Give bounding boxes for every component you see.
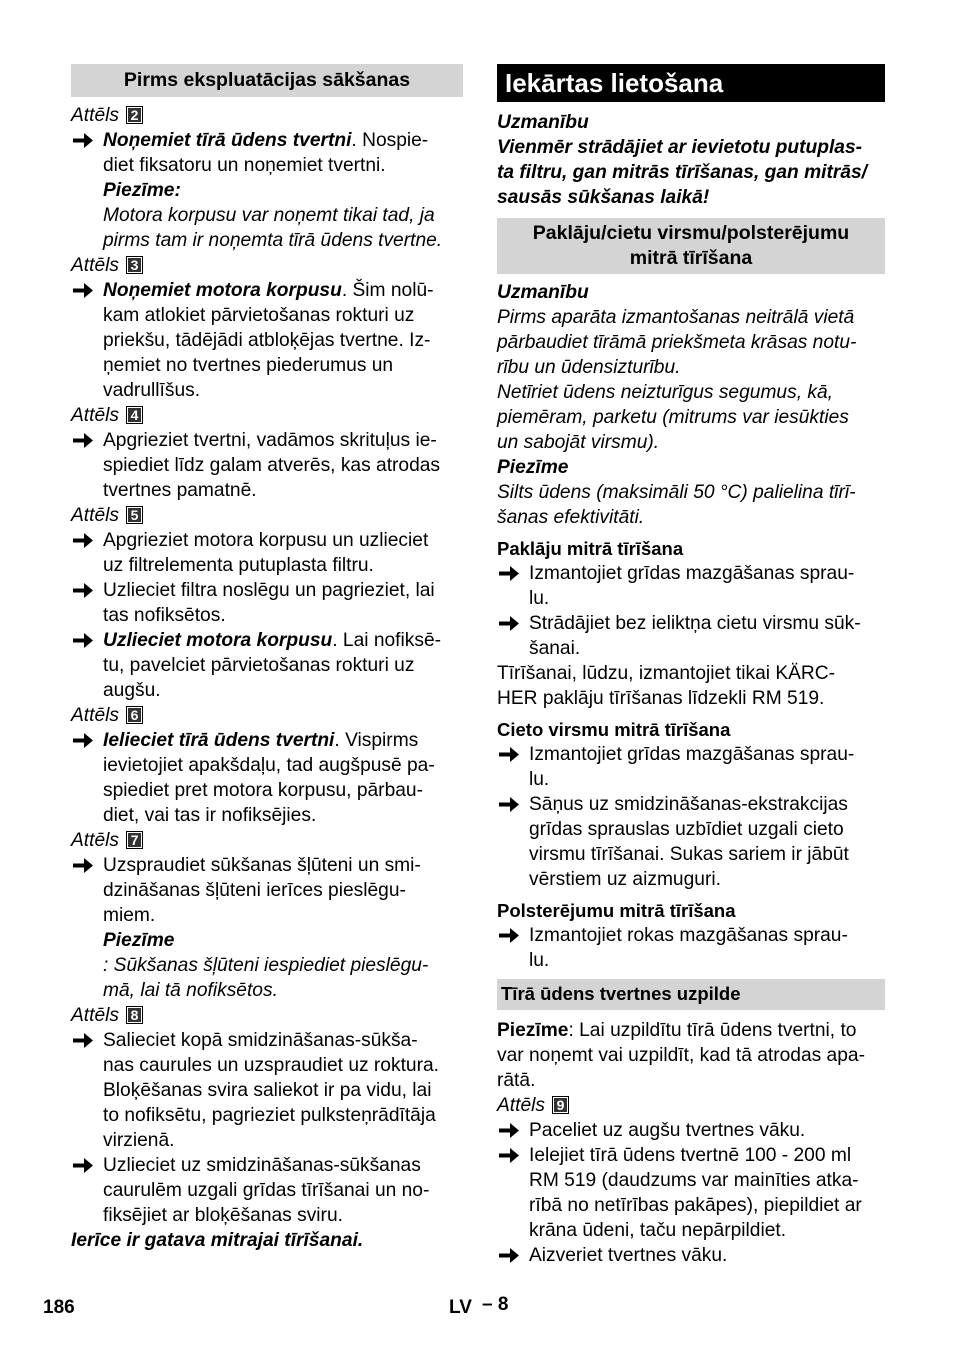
heading-text: mitrā tīrīšana xyxy=(629,247,753,269)
step-text: vadrullīšus. xyxy=(103,380,201,401)
section-heading-tank-fill xyxy=(497,979,885,1010)
step-text: Apgrieziet motora korpusu un uzlieciet xyxy=(103,530,429,551)
note-text: šanas efektivitāti. xyxy=(497,507,645,528)
figure-label: Attēls xyxy=(71,255,119,276)
step-text: Ielejiet tīrā ūdens tvertnē 100 - 200 ml xyxy=(529,1145,852,1166)
step-text: šanai. xyxy=(529,638,581,659)
figure-number-badge xyxy=(126,256,143,274)
figure-ref xyxy=(71,253,463,278)
step-text: ievietojiet apakšdaļu, tad augšpusē pa- xyxy=(103,755,435,776)
caution-text: Vienmēr strādājiet ar ievietotu putuplas- xyxy=(497,137,863,158)
note-text: Silts ūdens (maksimāli 50 °C) palielina tīrī- xyxy=(497,482,856,503)
note-title: Piezīme xyxy=(497,1020,569,1041)
step-remove-motor-housing xyxy=(71,278,463,403)
ready-statement: Ierīce ir gatava mitrajai tīrīšanai. xyxy=(71,1230,364,1251)
figure-number: 9 xyxy=(554,1098,567,1112)
note-text: var noņemt vai uzpildīt, kad tā atrodas apa- xyxy=(497,1045,865,1066)
figure-number-badge xyxy=(126,831,143,849)
arrow-right-icon xyxy=(71,628,95,653)
step-text: Apgrieziet tvertni, vadāmos skrituļus ie- xyxy=(103,430,437,451)
figure-label: Attēls xyxy=(71,105,119,126)
step-connect-hoses xyxy=(71,853,463,928)
figure-number-badge xyxy=(126,506,143,524)
step-hard-floor-nozzle xyxy=(497,742,885,792)
figure-number: 5 xyxy=(128,508,141,522)
step-text: Aizveriet tvertnes vāku. xyxy=(529,1245,728,1266)
step-slide-attachment xyxy=(497,792,885,892)
step-text: krāna ūdeni, taču nepārpildiet. xyxy=(529,1220,787,1241)
arrow-right-icon xyxy=(497,792,521,817)
step-text: RM 519 (daudzums var mainīties atka- xyxy=(529,1170,859,1191)
page-number: 186 xyxy=(43,1297,75,1318)
step-text: Uzspraudiet sūkšanas šļūteni un smi- xyxy=(103,855,421,876)
step-pour-detergent xyxy=(497,1143,885,1243)
step-bold: Uzlieciet motora korpusu xyxy=(103,630,333,651)
step-text: Izmantojiet grīdas mazgāšanas sprau- xyxy=(529,744,855,765)
caution-text: rību un ūdensizturību. xyxy=(497,357,681,378)
section-heading-preparation xyxy=(71,64,463,97)
figure-ref xyxy=(71,828,463,853)
figure-label: Attēls xyxy=(71,705,119,726)
figure-ref xyxy=(71,703,463,728)
body-text: Tīrīšanai, lūdzu, izmantojiet tikai KÄRC- xyxy=(497,663,836,684)
heading-text: Tīrā ūdens tvertnes uzpilde xyxy=(501,983,741,1004)
step-turn-motor-housing xyxy=(71,528,463,578)
caution-title: Uzmanību xyxy=(497,282,589,303)
step-text: virzienā. xyxy=(103,1130,175,1151)
step-text: Sāņus uz smidzināšanas-ekstrakcijas xyxy=(529,794,848,815)
figure-number-badge xyxy=(126,706,143,724)
note-text: mā, lai tā nofiksētos. xyxy=(103,980,278,1001)
step-text: lu. xyxy=(529,588,550,609)
arrow-right-icon xyxy=(71,578,95,603)
figure-number: 7 xyxy=(128,833,141,847)
step-attach-floor-nozzle xyxy=(71,1153,463,1228)
caution-text: Pirms aparāta izmantošanas neitrālā vietā xyxy=(497,307,855,328)
arrow-right-icon xyxy=(497,742,521,767)
step-text: grīdas sprauslas uzbīdiet uzgali cieto xyxy=(529,819,844,840)
step-text: miem. xyxy=(103,905,156,926)
step-text: caurulēm uzgali grīdas tīrīšanai un no- xyxy=(103,1180,430,1201)
arrow-right-icon xyxy=(71,1153,95,1178)
step-attach-motor-housing xyxy=(71,628,463,703)
step-text: spiediet līdz galam atverēs, kas atrodas xyxy=(103,455,441,476)
arrow-right-icon xyxy=(71,853,95,878)
step-text: Paceliet uz augšu tvertnes vāku. xyxy=(529,1120,806,1141)
step-bold: Noņemiet tīrā ūdens tvertni xyxy=(103,130,352,151)
note-text: Motora korpusu var noņemt tikai tad, ja xyxy=(103,205,435,226)
step-turn-tank xyxy=(71,428,463,503)
figure-ref xyxy=(71,1003,463,1028)
figure-number-badge xyxy=(126,406,143,424)
caution-text: pārbaudiet tīrāmā priekšmeta krāsas notu- xyxy=(497,332,857,353)
step-text: diet fiksatoru un noņemiet tvertni. xyxy=(103,155,386,176)
figure-ref xyxy=(71,103,463,128)
left-column xyxy=(71,64,463,1253)
subheading-carpet: Paklāju mitrā tīrīšana xyxy=(497,538,684,559)
section-heading-wet-cleaning xyxy=(497,218,885,274)
step-text: dzināšanas šļūteni ierīces pieslēgu- xyxy=(103,880,406,901)
heading-text: Paklāju/cietu virsmu/polsterējumu xyxy=(532,222,850,244)
note-text: rātā. xyxy=(497,1070,536,1091)
step-text: tas nofiksētos. xyxy=(103,605,226,626)
subheading-upholstery: Polsterējumu mitrā tīrīšana xyxy=(497,900,736,921)
note-title: Piezīme xyxy=(103,930,175,951)
section-page: – 8 xyxy=(482,1294,509,1315)
step-close-lid xyxy=(497,1243,885,1268)
step-insert-water-tank xyxy=(71,728,463,828)
step-text: to nofiksētu, pagrieziet pulksteņrādītāja xyxy=(103,1105,436,1126)
figure-ref xyxy=(71,403,463,428)
caution-text: sausās sūkšanas laikā! xyxy=(497,187,710,208)
figure-number: 2 xyxy=(128,108,141,122)
arrow-right-icon xyxy=(71,728,95,753)
body-text: HER paklāju tīrīšanas līdzekli RM 519. xyxy=(497,688,825,709)
figure-number-badge xyxy=(126,106,143,124)
step-text: tvertnes pamatnē. xyxy=(103,480,257,501)
step-text: fiksējiet ar bloķēšanas sviru. xyxy=(103,1205,343,1226)
right-column xyxy=(497,64,885,1268)
step-text: . Lai nofiksē- xyxy=(332,630,442,651)
figure-label: Attēls xyxy=(71,405,119,426)
subheading-hard-floor: Cieto virsmu mitrā tīrīšana xyxy=(497,719,731,740)
step-text: kam atlokiet pārvietošanas rokturi uz xyxy=(103,305,415,326)
arrow-right-icon xyxy=(71,128,95,153)
step-text: Izmantojiet grīdas mazgāšanas sprau- xyxy=(529,563,855,584)
step-text: Strādājiet bez ieliktņa cietu virsmu sūk- xyxy=(529,613,861,634)
step-text: diet, vai tas ir nofiksējies. xyxy=(103,805,317,826)
step-filter-cap xyxy=(71,578,463,628)
figure-label: Attēls xyxy=(497,1095,545,1116)
note-text: : Lai uzpildītu tīrā ūdens tvertni, to xyxy=(568,1020,857,1041)
step-text: uz filtrelementa putuplasta filtru. xyxy=(103,555,374,576)
step-text: tu, pavelciet pārvietošanas rokturi uz xyxy=(103,655,415,676)
step-text: Uzlieciet filtra noslēgu un pagrieziet, lai xyxy=(103,580,435,601)
step-text: Bloķēšanas svira saliekot ir pa vidu, lai xyxy=(103,1080,432,1101)
figure-number: 8 xyxy=(128,1008,141,1022)
arrow-right-icon xyxy=(71,278,95,303)
heading-text: Pirms ekspluatācijas sākšanas xyxy=(123,69,411,91)
figure-label: Attēls xyxy=(71,830,119,851)
arrow-right-icon xyxy=(497,1243,521,1268)
figure-label: Attēls xyxy=(71,1005,119,1026)
step-bold: Noņemiet motora korpusu xyxy=(103,280,342,301)
caution-text: Netīriet ūdens neizturīgus segumus, kā, xyxy=(497,382,833,403)
step-bold: Ielieciet tīrā ūdens tvertni xyxy=(103,730,335,751)
chapter-title-bar xyxy=(497,64,885,102)
note-title: Piezīme xyxy=(497,457,569,478)
figure-label: Attēls xyxy=(71,505,119,526)
arrow-right-icon xyxy=(497,611,521,636)
step-text: . Vispirms xyxy=(334,730,419,751)
step-text: . Nospie- xyxy=(351,130,429,151)
step-assemble-tubes xyxy=(71,1028,463,1153)
figure-number: 3 xyxy=(128,258,141,272)
step-text: . Šim nolū- xyxy=(341,280,434,301)
figure-ref xyxy=(71,503,463,528)
step-hand-nozzle xyxy=(497,923,885,973)
arrow-right-icon xyxy=(497,1118,521,1143)
step-text: lu. xyxy=(529,769,550,790)
figure-number: 6 xyxy=(128,708,141,722)
figure-number-badge xyxy=(126,1006,143,1024)
arrow-right-icon xyxy=(497,1143,521,1168)
step-text: vērstiem uz aizmuguri. xyxy=(529,869,721,890)
arrow-right-icon xyxy=(497,923,521,948)
step-text: virsmu tīrīšanai. Sukas sariem ir jābūt xyxy=(529,844,849,865)
arrow-right-icon xyxy=(71,428,95,453)
figure-number-badge xyxy=(552,1096,569,1114)
arrow-right-icon xyxy=(497,561,521,586)
step-text: priekšu, tādējādi atbloķējas tvertne. Iz- xyxy=(103,330,431,351)
step-remove-water-tank xyxy=(71,128,463,178)
step-text: ņemiet no tvertnes piederumus un xyxy=(103,355,394,376)
note-text: pirms tam ir noņemta tīrā ūdens tvertne. xyxy=(103,230,443,251)
note-title: Piezīme: xyxy=(103,180,181,201)
arrow-right-icon xyxy=(71,528,95,553)
step-text: rībā no netīrības pakāpes), piepildiet ar xyxy=(529,1195,862,1216)
step-no-insert xyxy=(497,611,885,661)
figure-number: 4 xyxy=(128,408,141,422)
step-text: lu. xyxy=(529,950,550,971)
caution-text: ta filtru, gan mitrās tīrīšanas, gan mitrās/ xyxy=(497,162,867,183)
chapter-title: Iekārtas lietošana xyxy=(505,68,724,98)
caution-text: un sabojāt virsmu). xyxy=(497,432,660,453)
step-text: spiediet pret motora korpusu, pārbau- xyxy=(103,780,423,801)
note-text: : Sūkšanas šļūteni iespiediet pieslēgu- xyxy=(103,955,429,976)
step-text: Salieciet kopā smidzināšanas-sūkša- xyxy=(103,1030,418,1051)
step-text: Izmantojiet rokas mazgāšanas sprau- xyxy=(529,925,848,946)
language-code: LV xyxy=(449,1297,472,1318)
step-text: nas caurules un uzspraudiet uz roktura. xyxy=(103,1055,439,1076)
figure-ref xyxy=(497,1093,885,1118)
caution-title: Uzmanību xyxy=(497,112,589,133)
step-text: Uzlieciet uz smidzināšanas-sūkšanas xyxy=(103,1155,421,1176)
step-carpet-nozzle xyxy=(497,561,885,611)
step-lift-lid xyxy=(497,1118,885,1143)
step-text: augšu. xyxy=(103,680,161,701)
caution-text: piemēram, parketu (mitrums var iesūkties xyxy=(497,407,849,428)
arrow-right-icon xyxy=(71,1028,95,1053)
